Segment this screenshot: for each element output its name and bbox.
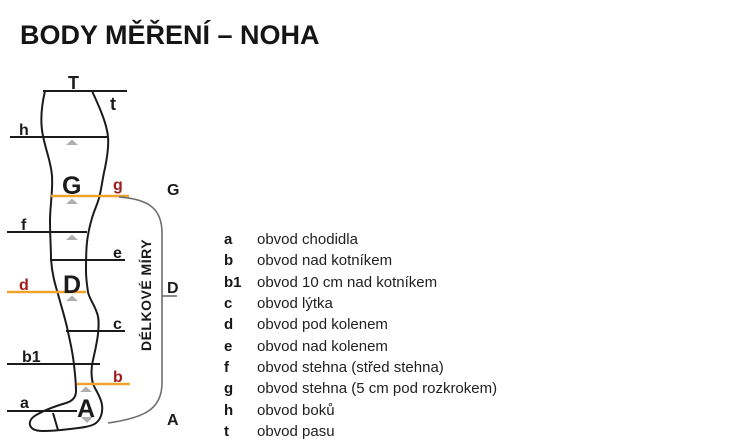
leg-measurement-diagram xyxy=(0,0,200,441)
legend-description: obvod stehna (5 cm pod rozkrokem) xyxy=(257,380,498,398)
legend-description: obvod pasu xyxy=(257,422,335,440)
legend-row-g xyxy=(224,378,564,399)
label-d: d xyxy=(19,277,29,294)
label-b: b xyxy=(113,369,123,386)
legend-row-b xyxy=(224,250,564,271)
legend-description: obvod nad kolenem xyxy=(257,337,388,355)
legend-letter: d xyxy=(224,316,234,334)
legend-row-t xyxy=(224,421,564,441)
legend-row-d xyxy=(224,314,564,335)
label-G-big: G xyxy=(62,172,82,200)
legend-letter: c xyxy=(224,295,233,313)
legend-row-c xyxy=(224,293,564,314)
legend-letter: f xyxy=(224,358,229,376)
label-f: f xyxy=(21,217,27,234)
marker-triangle-f xyxy=(66,235,78,241)
bracket-label-A: A xyxy=(167,412,179,429)
bracket-title-delkove-miry: DÉLKOVÉ MÍRY xyxy=(138,238,154,352)
legend-letter: g xyxy=(224,380,234,398)
legend-row-e xyxy=(224,335,564,356)
legend-letter: b xyxy=(224,252,234,270)
bracket-label-D: D xyxy=(167,280,179,297)
legend xyxy=(224,229,564,441)
legend-letter: a xyxy=(224,231,233,249)
label-b1: b1 xyxy=(22,349,41,366)
label-A-big: A xyxy=(77,395,96,423)
marker-triangle-b xyxy=(80,387,92,393)
label-a: a xyxy=(20,395,29,412)
label-g: g xyxy=(113,177,123,194)
legend-row-h xyxy=(224,399,564,420)
label-c: c xyxy=(113,316,122,333)
label-T: T xyxy=(68,73,79,93)
legend-description: obvod boků xyxy=(257,401,335,419)
legend-row-a xyxy=(224,229,564,250)
legend-letter: h xyxy=(224,401,234,419)
legend-letter: b1 xyxy=(224,273,242,291)
legend-description: obvod 10 cm nad kotníkem xyxy=(257,273,438,291)
legend-row-b1 xyxy=(224,272,564,293)
label-D-big: D xyxy=(63,271,82,299)
toe-cap-line xyxy=(53,413,58,430)
marker-triangle-h xyxy=(66,140,78,146)
label-t: t xyxy=(110,94,116,114)
page-title: BODY MĚŘENÍ – NOHA xyxy=(20,20,320,50)
legend-row-f xyxy=(224,357,564,378)
legend-letter: e xyxy=(224,337,233,355)
legend-description: obvod lýtka xyxy=(257,295,333,313)
legend-description: obvod nad kotníkem xyxy=(257,252,393,270)
legend-letter: t xyxy=(224,422,229,440)
bracket-label-G: G xyxy=(167,182,180,199)
legend-description: obvod pod kolenem xyxy=(257,316,388,334)
legend-description: obvod stehna (střed stehna) xyxy=(257,358,444,376)
legend-description: obvod chodidla xyxy=(257,231,358,249)
label-e: e xyxy=(113,245,122,262)
label-h: h xyxy=(19,122,29,139)
